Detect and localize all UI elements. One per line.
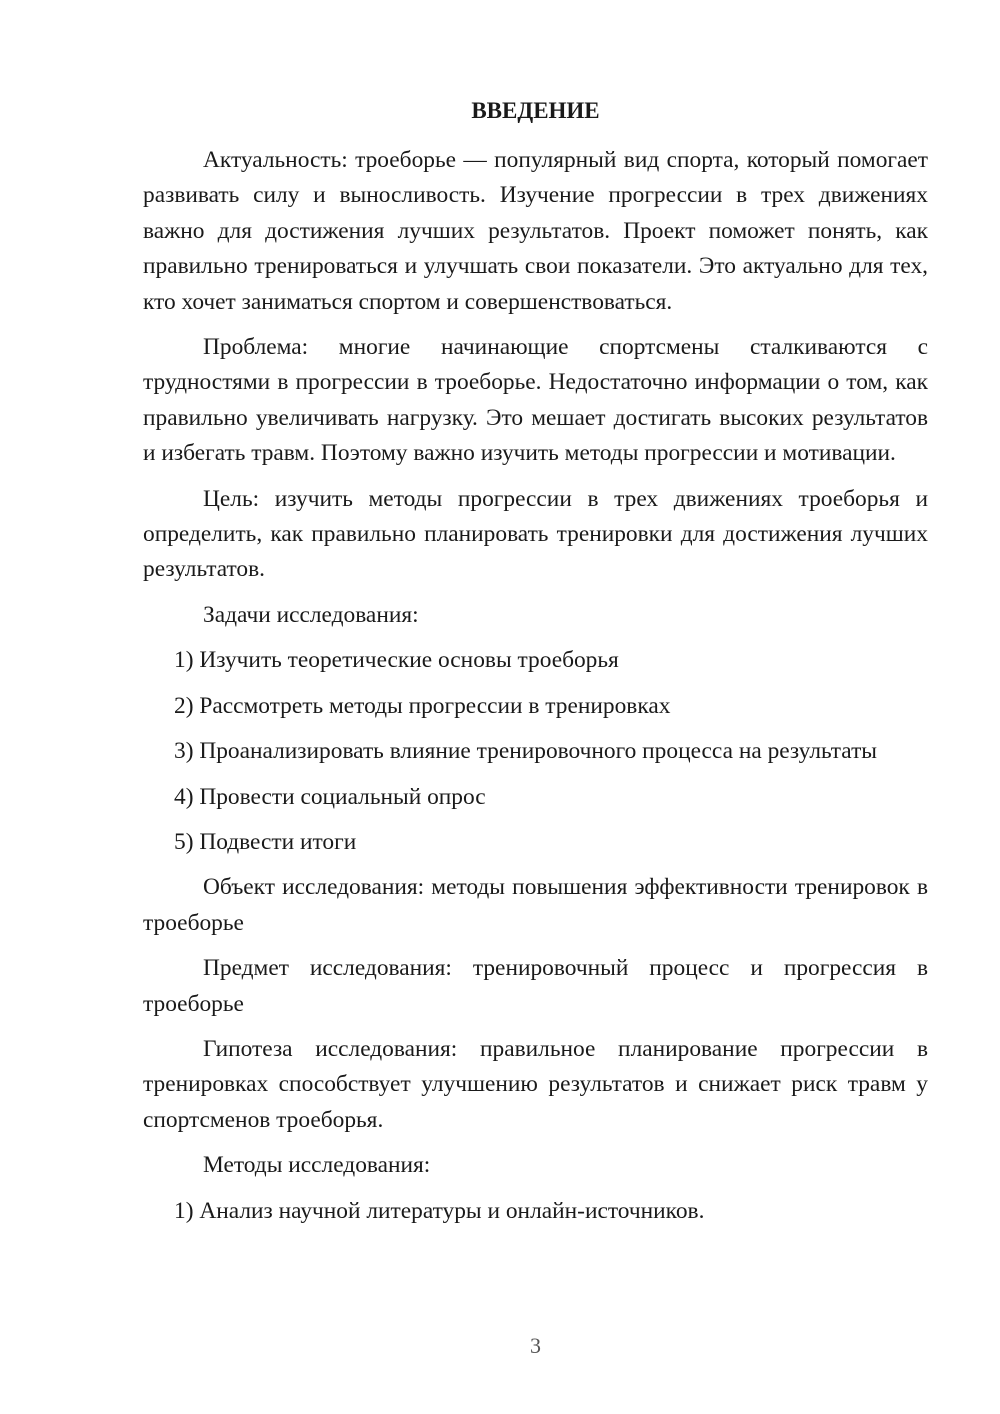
relevance-paragraph: Актуальность: троеборье — популярный вид спорта, который помогает развивать силу и выносливость. Изучение прогрессии в трех движениях важно для достижения лучших результатов. Проект поможет понять, как правильно тренироваться и улучшать свои показатели. Это актуально для тех, кто хочет заниматься спортом и совершенствоваться. [143, 147, 928, 315]
hypothesis-paragraph: Гипотеза исследования: правильное планирование прогрессии в тренировках способствует улучшению результатов и снижает риск травм у спортсменов троеборья. [143, 1035, 928, 1133]
goal-paragraph: Цель: изучить методы прогрессии в трех движениях троеборья и определить, как правильно планировать тренировки для достижения лучших результатов. [143, 485, 928, 583]
task-item-4: 4) Провести социальный опрос [174, 783, 486, 810]
tasks-heading: Задачи исследования: [203, 601, 419, 628]
problem-paragraph: Проблема: многие начинающие спортсмены сталкиваются с трудностями в прогрессии в троеборье. Недостаточно информации о том, как правильно увеличивать нагрузку. Это мешает достигать высоких результатов и избегать травм. Поэтому важно изучить методы прогрессии и мотивации. [143, 334, 928, 467]
object-paragraph: Объект исследования: методы повышения эффективности тренировок в троеборье [143, 874, 928, 936]
subject-paragraph: Предмет исследования: тренировочный процесс и прогрессия в троеборье [143, 955, 928, 1017]
method-item-1: 1) Анализ научной литературы и онлайн-источников. [174, 1197, 705, 1224]
task-item-3: 3) Проанализировать влияние тренировочного процесса на результаты [174, 738, 878, 765]
document-page [143, 0, 928, 1414]
page-number: 3 [530, 1333, 541, 1358]
methods-heading: Методы исследования: [203, 1152, 431, 1179]
document-body [143, 143, 928, 1239]
task-item-2: 2) Рассмотреть методы прогрессии в тренировках [174, 692, 671, 719]
task-item-5: 5) Подвести итоги [174, 828, 357, 855]
task-item-1: 1) Изучить теоретические основы троеборья [174, 647, 619, 674]
section-title: ВВЕДЕНИЕ [471, 98, 600, 123]
